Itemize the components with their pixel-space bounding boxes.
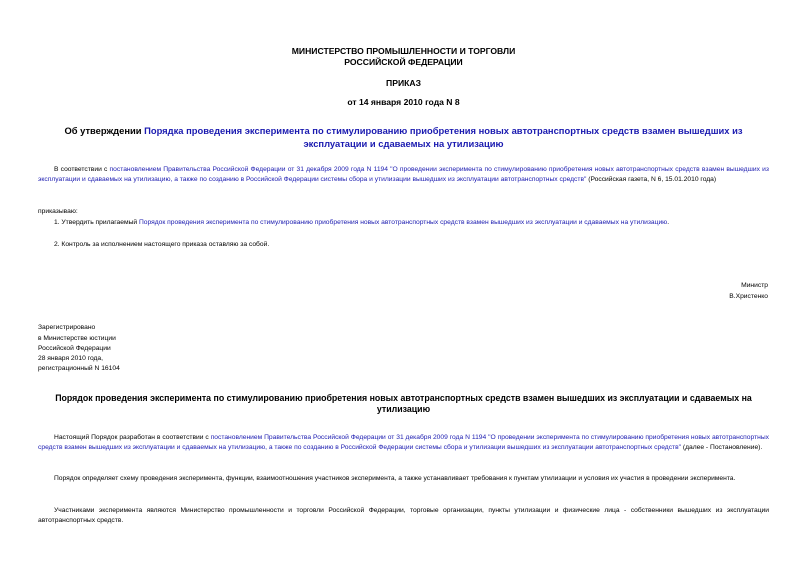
order-title-prefix: Об утверждении (64, 125, 145, 136)
order-item-1-after: . (667, 219, 670, 226)
registration-line-5: регистрационный N 16104 (38, 365, 120, 372)
registration-line-4: 28 января 2010 года, (38, 355, 104, 362)
preamble-text-before: В соответствии с (54, 166, 110, 173)
document-date: от 14 января 2010 года N 8 (347, 97, 460, 107)
order-item-1-before: 1. Утвердить прилагаемый (54, 219, 139, 226)
appendix-paragraph-2: Порядок определяет схему проведения эксперимента, функции, взаимоотношения участников эксперимента, а также устанавливает требования к пунктам утилизации и условия их участия в проведении эксперимента. (54, 475, 736, 482)
appendix-p1-after: (далее - Постановление). (681, 444, 763, 452)
order-title-link[interactable]: Порядка проведения эксперимента по стимулированию приобретения новых автотранспортных средств взамен вышедших из эксплуатации и сдаваемых на утилизацию (144, 125, 743, 149)
government-decree-link[interactable]: постановлением Правительства Российской Федерации от 31 декабря 2009 года N 1194 "О проведении эксперимента по стимулированию приобретения новых автотранспортных средств взамен вышедших из эксплуатации и сдаваемых на утилизацию, а также по созданию в Российской Федерации системы сбора и утилизации вышедших из эксплуатации автотранспортных средств" (38, 166, 769, 184)
registration-line-3: Российской Федерации (38, 345, 111, 352)
order-item-1 (54, 218, 669, 228)
order-title (36, 125, 771, 150)
document-type: ПРИКАЗ (386, 78, 421, 88)
ministry-name-line2: РОССИЙСКОЙ ФЕДЕРАЦИИ (344, 57, 463, 67)
registration-line-1: Зарегистрировано (38, 324, 96, 331)
registration-line-2: в Министерстве юстиции (38, 335, 116, 342)
appendix-title: Порядок проведения эксперимента по стимулированию приобретения новых автотранспортных средств взамен вышедших из эксплуатации и сдаваемых на утилизацию (55, 393, 752, 414)
appendix-paragraph-3: Участниками эксперимента являются Министерство промышленности и торговли Российской Федерации, торговые организации, пункты утилизации и физические лица - собственники вышедших из эксплуатации автотранспортных средств. (38, 507, 769, 525)
procedure-link[interactable]: Порядок проведения эксперимента по стимулированию приобретения новых автотранспортных средств взамен вышедших из эксплуатации и сдаваемых на утилизацию (138, 219, 668, 226)
appendix-decree-link[interactable]: постановлением Правительства Российской Федерации от 31 декабря 2009 года N 1194 "О проведении эксперимента по стимулированию приобретения новых автотранспортных средств взамен вышедших из эксплуатации и сдаваемых на утилизацию, а также по созданию в Российской Федерации системы сбора и утилизации вышедших из эксплуатации автотранспортных средств" (38, 434, 769, 452)
ministry-name-line1: МИНИСТЕРСТВО ПРОМЫШЛЕННОСТИ И ТОРГОВЛИ (291, 46, 516, 56)
order-item-2: 2. Контроль за исполнением настоящего приказа оставляю за собой. (54, 241, 270, 248)
appendix-p1-before: Настоящий Порядок разработан в соответствии с (54, 434, 211, 441)
signature-position: Министр (741, 282, 768, 289)
appendix-paragraph-1 (38, 433, 769, 453)
preamble-paragraph (38, 165, 769, 185)
preamble-text-after: (Российская газета, N 6, 15.01.2010 года) (586, 176, 717, 184)
signature-name: В.Христенко (729, 293, 768, 300)
order-word: приказываю: (38, 208, 78, 215)
